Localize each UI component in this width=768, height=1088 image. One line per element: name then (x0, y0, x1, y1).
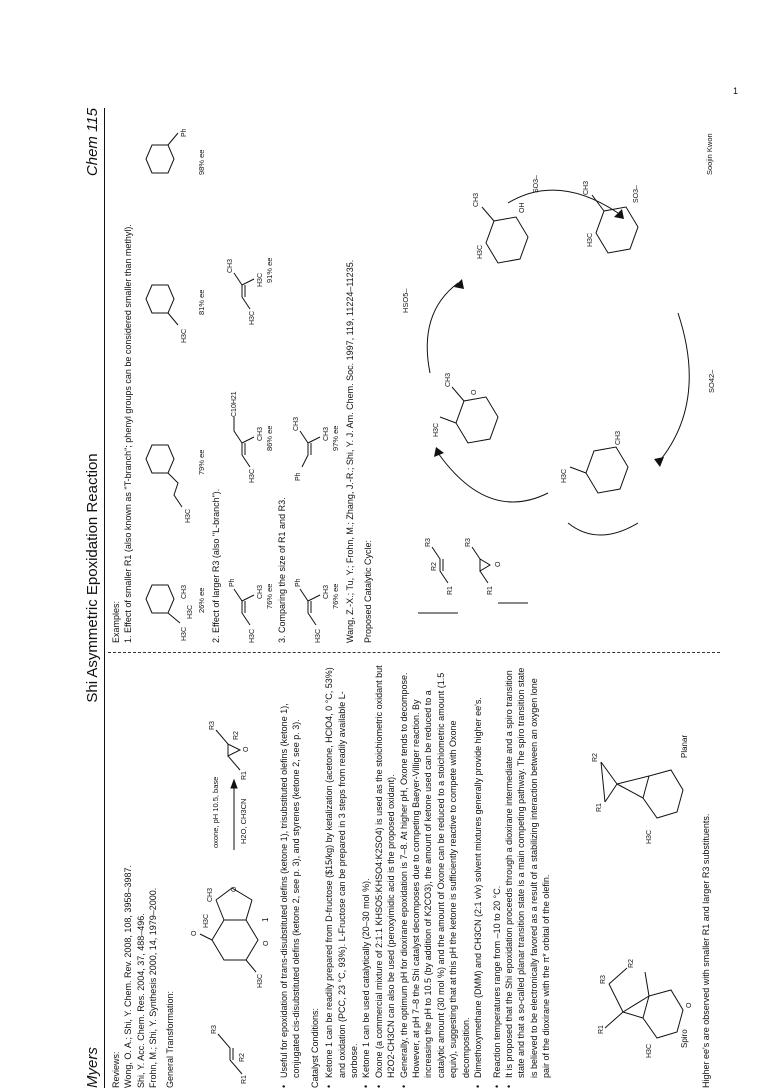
svg-text:R2: R2 (628, 959, 635, 968)
column-divider (108, 652, 720, 653)
svg-text:C10H21: C10H21 (231, 391, 238, 417)
header-author: Myers (84, 1047, 101, 1088)
svg-text:O: O (471, 389, 478, 395)
svg-text:H3C: H3C (181, 328, 188, 343)
conditions-bottom: H2O, CH3CN (239, 798, 248, 844)
useful-bullet: • Useful for epoxidation of trans-disubstituted olefins (ketone 1), trisubstituted olefins (ketone 1), conjugated cis-disubstituted olefins (ketone 2, see p. 3), and styrenes (ketone 2, see p. 3). (278, 663, 303, 1088)
catalyst-bullet-2: • Ketone 1 can be used catalytically (20–30 mol %). (360, 663, 372, 1088)
page-number: 1 (732, 86, 738, 96)
catalyst-conditions-label: Catalyst Conditions: (309, 1007, 320, 1088)
conditions-top: oxone, pH 10.5, base (211, 776, 220, 848)
svg-text:H3C: H3C (181, 626, 188, 641)
svg-text:OH: OH (519, 202, 526, 213)
svg-text:O: O (495, 561, 502, 567)
svg-text:CH3: CH3 (293, 416, 300, 431)
review-2: Shi, Y. Acc. Chem. Res. 2004, 37, 488–496. (135, 913, 146, 1088)
svg-text:H3C: H3C (257, 973, 264, 988)
svg-text:SO3–: SO3– (533, 175, 540, 193)
svg-text:Ph: Ph (229, 578, 236, 587)
svg-text:H3C: H3C (249, 310, 256, 325)
svg-text:SO3–: SO3– (633, 185, 640, 203)
svg-text:CH3: CH3 (257, 426, 264, 441)
svg-text:R1: R1 (596, 803, 603, 812)
example-3-heading: 3. Comparing the size of R1 and R3. (277, 497, 287, 643)
planar-label: Planar (680, 734, 689, 758)
svg-text:R1: R1 (487, 586, 494, 595)
example-3-structures (290, 108, 340, 643)
jacs-reference: Wang, Z.-X.; Tu, Y.; Frohn, M.; Zhang, J.-R.; Shi, Y. J. Am. Chem. Soc. 1997, 119, 11224–11235. (345, 259, 355, 643)
ex1-ee-2: 79% ee (197, 449, 206, 475)
review-3: Frohn, M.; Shi, Y. Synthesis 2000, 14, 1979–2000. (148, 887, 159, 1088)
svg-text:CH3: CH3 (323, 426, 330, 441)
svg-text:CH3: CH3 (207, 887, 214, 902)
svg-text:H3C: H3C (477, 244, 484, 259)
svg-text:O: O (231, 886, 238, 892)
svg-text:R2: R2 (239, 1053, 246, 1062)
svg-text:H3C: H3C (249, 468, 256, 483)
svg-text:R3: R3 (209, 721, 216, 730)
general-transformation-label: General Transformation: (164, 990, 175, 1088)
svg-text:O: O (263, 940, 270, 946)
ex2-ee-3: 91% ee (265, 257, 274, 283)
catalyst-bullet-1: • Ketone 1 can be readily prepared from D-fructose ($15/kg) by ketalization (acetone, HClO4, 0 °C, 53%) and oxidation (PCC, 23 °C, 93%). L-Fructose can be prepared in 3 steps from readily available L-sorbose. (323, 663, 360, 1088)
svg-text:R3: R3 (425, 538, 432, 547)
svg-text:R1: R1 (447, 586, 454, 595)
catalyst-bullet-4: • Generally, the optimum pH for dioxirane epoxidation is 7–8. At higher pH, Oxone tends to decompose. However, at pH 7–8 the Shi catalyst decomposes due to competing Baeyer-Villiger reaction. By increasing the pH to 10.5 (by addition of K2CO3), the amount of ketone used can be reduced to a catalytic amount (30 mol %) and the amount of Oxone can be reduced to a stoichiometric amount (1.5 equiv), suggesting that at this pH the ketone is sufficiently reactive to compete with Oxone decomposition. (398, 663, 472, 1088)
transition-state-drawings (587, 668, 692, 1068)
ex1-ee-3: 81% ee (197, 289, 206, 315)
svg-text:CH3: CH3 (445, 372, 452, 387)
ex2-ee-2: 86% ee (265, 425, 274, 451)
svg-text:CH3: CH3 (583, 180, 590, 195)
svg-text:R3: R3 (465, 538, 472, 547)
svg-text:H3C: H3C (203, 913, 210, 928)
ex3-ee-2: 97% ee (331, 425, 340, 451)
examples-label: Examples: (111, 600, 121, 643)
svg-text:H3C: H3C (646, 829, 653, 844)
right-column (110, 108, 135, 643)
reviews-label: Reviews: (111, 1051, 121, 1088)
landscape-sheet (82, 108, 722, 1088)
svg-text:R1: R1 (598, 1025, 605, 1034)
svg-text:H3C: H3C (646, 1043, 653, 1058)
catalytic-cycle-diagram (378, 108, 722, 643)
left-column (110, 663, 176, 1088)
svg-text:CH3: CH3 (257, 584, 264, 599)
svg-text:CH3: CH3 (181, 584, 188, 599)
svg-text:H3C: H3C (249, 628, 256, 643)
left-column-body (278, 663, 553, 1088)
svg-text:O: O (191, 930, 198, 936)
svg-text:O: O (686, 1002, 693, 1008)
svg-text:R1: R1 (241, 771, 248, 780)
ketone-1-label: 1 (261, 917, 270, 922)
svg-text:CH3: CH3 (227, 258, 234, 273)
ts-bullet-2: • It is proposed that the Shi epoxidation proceeds through a dioxirane intermediate and a spiro transition state and that a so-called planar transition state is a main competing pathway. The spiro transition state is believed to be electronically favored as a result of a stabilizing interaction between an oxygen lone pair of the dioxirane with the π* orbital of the olefin. (503, 663, 553, 1088)
hso5-label: HSO5– (401, 288, 410, 313)
svg-text:CH3: CH3 (615, 430, 622, 445)
svg-text:R2: R2 (431, 562, 438, 571)
svg-text:H3C: H3C (587, 232, 594, 247)
svg-text:R3: R3 (600, 975, 607, 984)
svg-text:R2: R2 (592, 753, 599, 762)
example-1-heading: 1. Effect of smaller R1 (also known as "T-branch"; phenyl groups can be considered smaller than methyl). (123, 224, 134, 643)
header-title: Shi Asymmetric Epoxidation Reaction (84, 453, 101, 703)
example-1-structures (144, 108, 208, 643)
so4-label: SO42– (707, 369, 716, 393)
svg-text:H3C: H3C (257, 272, 264, 287)
review-1: Wong, O. A.; Shi, Y. Chem. Rev. 2008, 108, 3958–3987. (123, 865, 134, 1088)
svg-text:H3C: H3C (433, 422, 440, 437)
svg-text:CH3: CH3 (473, 192, 480, 207)
ts-bullet-1: • Reaction temperatures range from –10 to 20 °C. (491, 663, 503, 1088)
general-transformation-scheme (174, 663, 269, 1088)
svg-text:CH3: CH3 (323, 584, 330, 599)
ex3-ee-1: 76% ee (331, 583, 340, 609)
svg-text:Ph: Ph (295, 578, 302, 587)
ex1-ee-4: 98% ee (197, 149, 206, 175)
catalyst-bullet-3: • Oxone (a commercial mixture of 2:1:1 KHSO5:KHSO4:K2SO4) is used as the stoichiometric oxidant but H2O2-CH3CN can also be used (peroxyimidic acid is the proposed oxidant). (373, 663, 398, 1088)
spiro-label: Spiro (680, 1029, 689, 1048)
svg-text:O: O (243, 746, 250, 752)
catalyst-bullet-5: • Dimethoxymethane (DMM) and CH3CN (2:1 v/v) solvent mixtures generally provide higher ee's. (472, 663, 484, 1088)
svg-text:H3C: H3C (187, 604, 194, 619)
svg-text:Ph: Ph (181, 128, 188, 137)
example-2-structures (224, 108, 274, 643)
svg-text:H3C: H3C (315, 628, 322, 643)
ex1-ee-1: 26% ee (197, 587, 206, 613)
ex2-ee-1: 76% ee (265, 583, 274, 609)
svg-text:H3C: H3C (561, 468, 568, 483)
svg-text:R1: R1 (241, 1075, 248, 1084)
svg-text:H3C: H3C (185, 508, 192, 523)
author-credit: Soojin Kwon (705, 133, 714, 175)
higher-ee-note: Higher ee's are observed with smaller R1 and larger R3 substituents. (701, 813, 711, 1088)
svg-text:R2: R2 (233, 731, 240, 740)
svg-text:R3: R3 (211, 1025, 218, 1034)
example-2-heading: 2. Effect of larger R3 (also "L-branch"). (211, 488, 221, 643)
header-course: Chem 115 (84, 108, 101, 177)
svg-text:Ph: Ph (295, 472, 302, 481)
header-rule (104, 108, 105, 1088)
catalytic-cycle-label: Proposed Catalytic Cycle: (363, 539, 373, 643)
